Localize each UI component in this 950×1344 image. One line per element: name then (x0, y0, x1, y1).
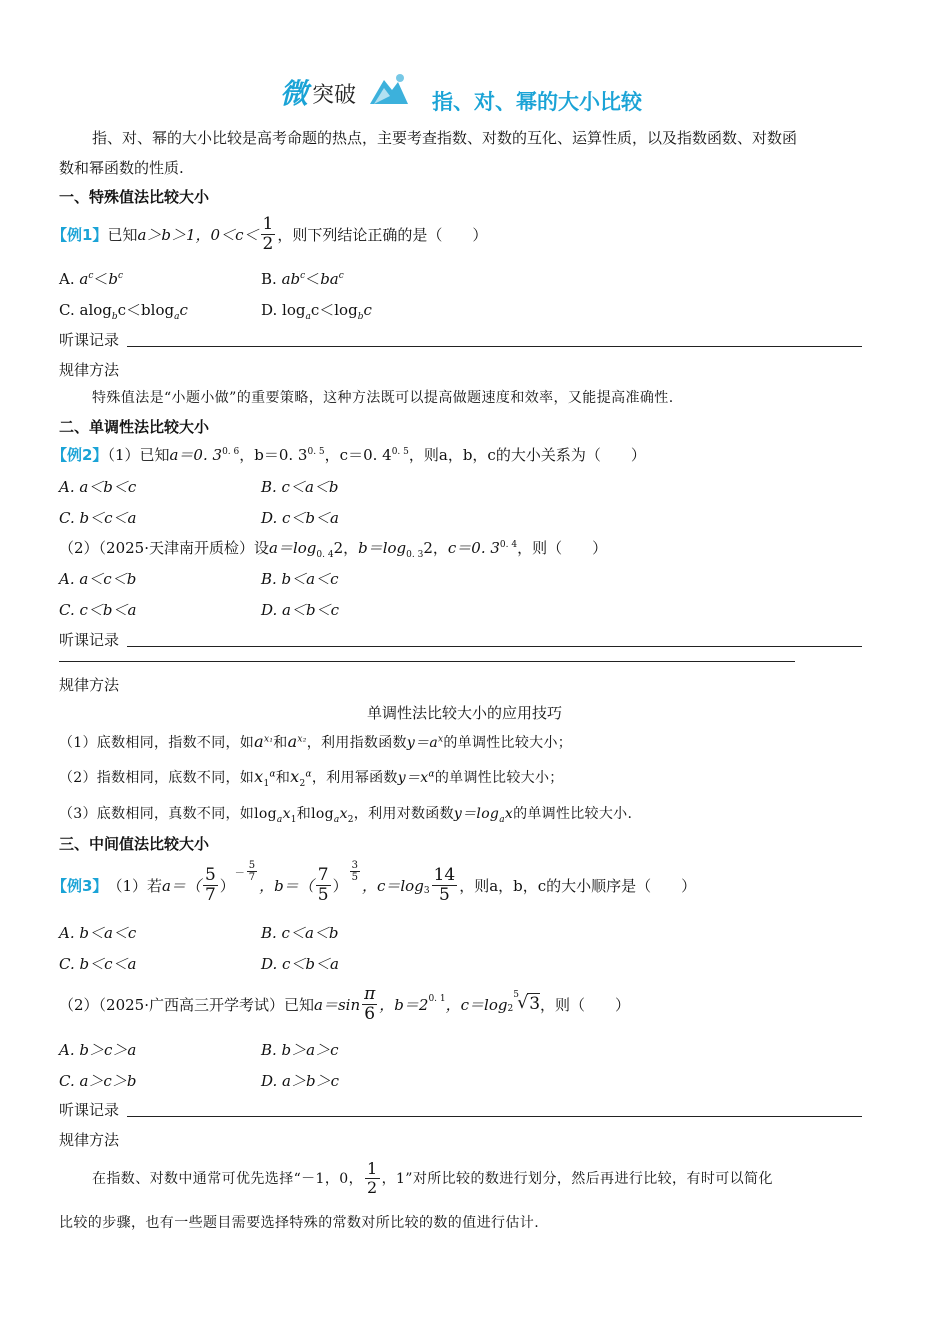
example-3-tag: 【例3】 (52, 876, 108, 895)
rule3-l2: log (311, 806, 334, 822)
rule2-fn: y＝x (397, 770, 429, 786)
opt-op: ＜ (93, 270, 109, 288)
radicand: 3 (529, 994, 541, 1014)
ex3-q1-option-a: A. b＜a＜c (59, 924, 137, 942)
ex3-q1-b: ，b＝（ (259, 876, 314, 895)
rule2-sym2: x (290, 767, 300, 786)
ex2-q1-a-exp: 0. 6 (222, 447, 240, 457)
exp-den: 5 (351, 872, 358, 883)
opt-exp: c (300, 271, 306, 281)
rule3-l2-arg: x (339, 806, 348, 822)
header-logo (280, 70, 410, 110)
section-2-heading: 二、单调性法比较大小 (59, 418, 210, 436)
rule2-b: ，利用幂函数 (311, 770, 398, 786)
ex2-q2-b-sub: 0. 3 (406, 550, 424, 560)
rule2-exp2: α (305, 769, 312, 780)
rule2-sub2: 2 (299, 778, 306, 789)
ex2-q2-b-tail: 2， (423, 539, 448, 557)
frac-den: 7 (204, 884, 216, 905)
ex2-q2-a-sub: 0. 4 (316, 550, 334, 560)
ex2-q2-option-c: C. c＜b＜a (59, 601, 137, 619)
ex3-q2-prefix: （2）（2025·广西高三开学考试）已知 (59, 995, 314, 1014)
intro-line-1: 指、对、幂的大小比较是高考命题的热点，主要考查指数、对数的互化、运算性质，以及指数函数、对数函 (92, 129, 798, 147)
rule1-exp1: x₁ (263, 734, 274, 745)
ex2-q2-a: a＝log (269, 539, 317, 557)
exp-den: 7 (248, 872, 256, 883)
ex3-q1-suffix: ，则a，b，c的大小顺序是（ ） (459, 876, 697, 895)
rule3-l1-arg: x (282, 806, 291, 822)
rule3-mid: 和 (296, 806, 312, 822)
ex3-q2-c-sub: 2 (507, 1004, 514, 1014)
method-rule-3 (59, 803, 632, 825)
notes-label-1: 听课记录 (59, 331, 120, 349)
ex2-q2-c: c＝0. 3 (447, 539, 500, 557)
ex2-q1-prefix: （1）已知 (107, 446, 170, 464)
rule3-l1-argsub: 1 (290, 814, 297, 825)
ex2-q1-b: ，b＝0. 3 (239, 446, 308, 464)
ex3-q1-a-close: ） (219, 876, 235, 895)
frac-num: 5 (204, 864, 216, 885)
ex3-q1-b-close: ） (332, 876, 348, 895)
example-1-question (52, 214, 487, 254)
ex1-frac-den: 2 (262, 233, 274, 254)
section-3-heading: 三、中间值法比较大小 (59, 835, 210, 853)
ex3-q2-a-frac (362, 985, 377, 1023)
root-index: 5 (513, 990, 519, 1000)
method3-frac (365, 1160, 380, 1196)
ex3-q2-root (513, 990, 541, 1014)
ex3-q2-suffix: ，则（ ） (540, 995, 631, 1014)
rule3-fn-sub: a (499, 814, 505, 825)
notes-line-2a[interactable] (127, 646, 862, 647)
notes-label-2: 听课记录 (59, 631, 120, 649)
frac-den: 6 (364, 1003, 376, 1024)
method-title-2: 单调性法比较大小的应用技巧 (367, 704, 563, 722)
ex2-q2-option-b: B. b＜a＜c (261, 570, 339, 588)
rule2-sub1: 1 (263, 778, 270, 789)
ex3-q2-option-d: D. a＞b＞c (261, 1072, 339, 1090)
example-2-q2 (59, 537, 607, 560)
ex2-q2-prefix: （2）（2025·天津南开质检）设 (59, 539, 269, 557)
ex2-q1-suffix: ，则a，b，c的大小关系为（ ） (408, 446, 646, 464)
rule2-a: （2）指数相同，底数不同，如 (59, 770, 255, 786)
rule3-l1-sub: a (276, 814, 283, 825)
opt-label: C. (59, 301, 75, 319)
ex2-q1-a: a＝0. 3 (169, 446, 223, 464)
method3-a: 在指数、对数中通常可优先选择“－1，0， (92, 1171, 363, 1187)
rule3-fn-arg: x (504, 806, 514, 822)
ex3-q2-option-a: A. b＞c＞a (59, 1041, 137, 1059)
example-1-tag: 【例1】 (52, 225, 108, 244)
section-1-heading: 一、特殊值法比较大小 (59, 188, 210, 206)
opt-op: ＜ (305, 270, 321, 288)
ex3-q1-a-frac (203, 866, 218, 904)
opt-exp: c (88, 271, 94, 281)
opt-sub: a (174, 312, 180, 322)
notes-label-3: 听课记录 (59, 1101, 120, 1119)
ex2-q1-c-exp: 0. 5 (391, 447, 409, 457)
ex3-q2-option-c: C. a＞c＞b (59, 1072, 137, 1090)
method-label-3: 规律方法 (59, 1131, 120, 1149)
rule2-sym1: x (254, 767, 264, 786)
ex3-q2-b-exp: 0. 1 (428, 994, 446, 1004)
ex2-q1-option-d: D. c＜b＜a (261, 509, 339, 527)
rule3-b: ，利用对数函数 (353, 806, 454, 822)
ex2-q1-b-exp: 0. 5 (307, 447, 325, 457)
rule3-l2-argsub: 2 (347, 814, 354, 825)
mountain-icon (366, 70, 410, 108)
ex3-q1-c-frac (432, 866, 458, 904)
method3-b: ，1”对所比较的数进行划分，然后再进行比较，有时可以简化 (381, 1171, 773, 1187)
ex2-q1-option-b: B. c＜a＜b (261, 478, 339, 496)
page-title: 指、对、幂的大小比较 (432, 90, 642, 114)
rule1-mid: 和 (273, 735, 288, 751)
opt-text: c＜log (310, 301, 358, 319)
rule1-exp2: x₂ (297, 734, 307, 745)
method-label-1: 规律方法 (59, 361, 120, 379)
opt-label: D. (261, 301, 278, 319)
frac-den: 2 (366, 1177, 378, 1197)
frac-num: 14 (433, 864, 456, 885)
ex3-q1-b-frac (316, 866, 331, 904)
opt-text: ba (320, 270, 339, 288)
notes-line-1[interactable] (127, 346, 862, 347)
opt-text: b (108, 270, 119, 288)
ex2-q2-option-d: D. a＜b＜c (261, 601, 339, 619)
ex1-fraction (261, 215, 276, 253)
frac-num: 7 (317, 864, 329, 885)
rule1-sym2: a (287, 732, 298, 751)
opt-text: c (363, 301, 372, 319)
logo-wei: 微 (280, 77, 309, 110)
opt-sub: b (111, 312, 118, 322)
ex3-q1-c: ，c＝log (361, 876, 424, 895)
exp-sign: － (234, 868, 245, 879)
frac-num: π (364, 983, 376, 1004)
example-2-q1 (52, 444, 646, 465)
ex1-option-a (59, 268, 123, 289)
opt-text: a (79, 270, 89, 288)
opt-text: c (179, 301, 188, 319)
intro-line-2: 数和幂函数的性质. (59, 159, 184, 177)
ex3-q1-b-exp (348, 860, 362, 883)
method-rule-1 (59, 732, 572, 752)
ex1-suffix: ，则下列结论正确的是（ ） (277, 225, 488, 244)
ex3-q1-option-c: C. b＜c＜a (59, 955, 137, 973)
ex1-option-b (261, 268, 344, 289)
ex3-q1-option-d: D. c＜b＜a (261, 955, 339, 973)
ex2-q1-option-a: A. a＜b＜c (59, 478, 137, 496)
rule2-mid: 和 (275, 770, 291, 786)
ex3-q2-b: ，b＝2 (379, 995, 429, 1014)
frac-den: 5 (317, 884, 329, 905)
rule1-b: ，利用指数函数 (306, 735, 407, 751)
radical-sign: √ (517, 993, 529, 1013)
opt-exp: c (118, 271, 124, 281)
frac-num: 1 (366, 1158, 378, 1178)
exp-num: 5 (248, 860, 256, 871)
opt-sub: b (357, 312, 364, 322)
rule1-c: 的单调性比较大小； (443, 735, 573, 751)
notes-line-3[interactable] (127, 1116, 862, 1117)
ex1-prefix: 已知 (107, 225, 138, 244)
opt-text: log (282, 301, 306, 319)
example-3-q2 (59, 982, 630, 1026)
ex1-frac-num: 1 (262, 213, 274, 234)
example-2-tag: 【例2】 (52, 446, 108, 464)
ex3-q2-option-b: B. b＞a＞c (261, 1041, 339, 1059)
ex3-q1-c-sub: 3 (423, 886, 430, 896)
rule2-fn-exp: α (428, 769, 435, 780)
rule1-a: （1）底数相同，指数不同，如 (59, 735, 255, 751)
rule3-l2-sub: a (333, 814, 340, 825)
ex3-q1-prefix: （1）若 (107, 876, 162, 895)
exp-num: 3 (351, 860, 358, 871)
logo-tupo: 突破 (312, 83, 357, 108)
opt-text: c＜blog (117, 301, 175, 319)
rule3-fn: y＝log (453, 806, 500, 822)
ex2-q2-c-exp: 0. 4 (499, 540, 518, 550)
ex2-q2-b: b＝log (358, 539, 407, 557)
rule1-fn-exp: x (437, 734, 444, 745)
opt-sub: a (305, 312, 311, 322)
method-label-2: 规律方法 (59, 676, 120, 694)
frac-den: 5 (438, 884, 450, 905)
ex2-q2-suffix: ，则（ ） (517, 539, 608, 557)
ex1-option-c (59, 299, 188, 322)
rule3-l1: log (254, 806, 277, 822)
method-text-1: 特殊值法是“小题小做”的重要策略，这种方法既可以提高做题速度和效率，又能提高准确性. (92, 390, 674, 406)
method-rule-2 (59, 767, 564, 789)
ex2-q1-c: ，c＝0. 4 (324, 446, 392, 464)
opt-label: A. (59, 270, 75, 288)
ex2-q2-a-tail: 2， (333, 539, 359, 557)
opt-label: B. (261, 270, 277, 288)
ex1-option-d (261, 299, 372, 322)
ex1-cond: a＞b＞1，0＜c＜ (137, 225, 259, 244)
opt-text: alog (79, 301, 112, 319)
ex2-q1-option-c: C. b＜c＜a (59, 509, 137, 527)
ex3-q1-a: a＝（ (161, 876, 201, 895)
rule3-c: 的单调性比较大小. (513, 806, 633, 822)
rule1-sym1: a (254, 732, 264, 751)
method-text-3-line1 (92, 1156, 773, 1200)
notes-line-2b[interactable] (59, 661, 795, 662)
ex3-q1-option-b: B. c＜a＜b (261, 924, 339, 942)
rule2-exp1: α (269, 769, 276, 780)
example-3-q1 (52, 860, 696, 910)
ex2-q2-option-a: A. a＜c＜b (59, 570, 137, 588)
rule2-c: 的单调性比较大小； (434, 770, 564, 786)
ex3-q1-a-exp (235, 860, 259, 883)
opt-text: ab (281, 270, 301, 288)
ex3-q2-c: ，c＝log (445, 995, 508, 1014)
method-text-3-line2: 比较的步骤，也有一些题目需要选择特殊的常数对所比较的数的值进行估计. (59, 1215, 540, 1231)
rule3-a: （3）底数相同，真数不同，如 (59, 806, 255, 822)
ex3-q2-a: a＝sin (314, 995, 361, 1014)
opt-exp: c (338, 271, 344, 281)
rule1-fn: y＝a (406, 735, 438, 751)
